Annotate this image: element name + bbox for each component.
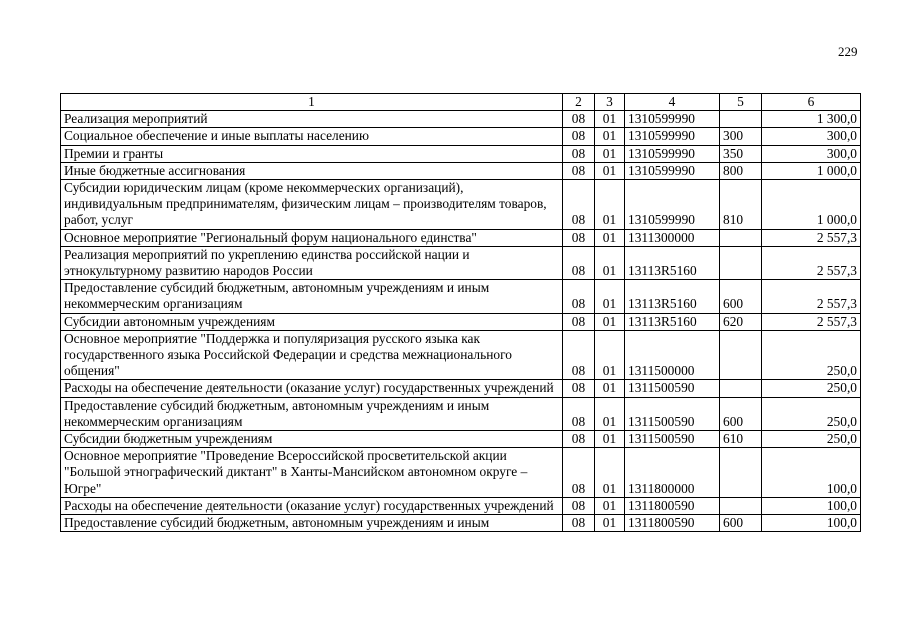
row-name-cell: Субсидии автономным учреждениям (61, 313, 563, 330)
table-row (61, 246, 861, 279)
row-section-cell: 08 (563, 128, 595, 145)
column-header-name: 1 (61, 94, 563, 111)
table-row (61, 111, 861, 128)
row-name-cell: Расходы на обеспечение деятельности (оказание услуг) государственных учреждений (61, 380, 563, 397)
row-section-cell: 08 (563, 180, 595, 230)
row-subsection-cell: 01 (595, 330, 625, 380)
column-header-subsection: 3 (595, 94, 625, 111)
row-expense-type-cell: 600 (720, 397, 762, 430)
row-amount-cell: 250,0 (762, 380, 861, 397)
row-target-article-cell: 13113R5160 (625, 280, 720, 313)
row-name-cell: Основное мероприятие "Региональный форум национального единства" (61, 229, 563, 246)
row-target-article-cell: 1311500590 (625, 380, 720, 397)
row-subsection-cell: 01 (595, 431, 625, 448)
row-subsection-cell: 01 (595, 145, 625, 162)
row-amount-cell: 100,0 (762, 497, 861, 514)
row-name-cell: Основное мероприятие "Поддержка и популяризация русского языка как государственного языка Российской Федерации и средства межнационального общения" (61, 330, 563, 380)
row-amount-cell: 250,0 (762, 330, 861, 380)
table-row (61, 431, 861, 448)
table-row (61, 330, 861, 380)
row-expense-type-cell (720, 330, 762, 380)
row-amount-cell: 2 557,3 (762, 246, 861, 279)
row-amount-cell: 2 557,3 (762, 229, 861, 246)
row-subsection-cell: 01 (595, 448, 625, 498)
row-amount-cell: 100,0 (762, 448, 861, 498)
row-target-article-cell: 1310599990 (625, 180, 720, 230)
table-row (61, 397, 861, 430)
row-expense-type-cell: 350 (720, 145, 762, 162)
row-name-cell: Реализация мероприятий по укреплению единства российской нации и этнокультурному развитию народов России (61, 246, 563, 279)
row-name-cell: Иные бюджетные ассигнования (61, 162, 563, 179)
row-expense-type-cell (720, 111, 762, 128)
table-row (61, 280, 861, 313)
table-row (61, 448, 861, 498)
column-header-target-article: 4 (625, 94, 720, 111)
row-target-article-cell: 1310599990 (625, 128, 720, 145)
row-name-cell: Основное мероприятие "Проведение Всероссийской просветительской акции "Большой этнографический диктант" в Ханты-Мансийском автономном округе – Югре" (61, 448, 563, 498)
row-subsection-cell: 01 (595, 246, 625, 279)
row-name-cell: Предоставление субсидий бюджетным, автономным учреждениям и иным (61, 515, 563, 532)
row-section-cell: 08 (563, 313, 595, 330)
row-amount-cell: 2 557,3 (762, 313, 861, 330)
row-amount-cell: 1 300,0 (762, 111, 861, 128)
row-target-article-cell: 1311300000 (625, 229, 720, 246)
row-section-cell: 08 (563, 280, 595, 313)
row-expense-type-cell (720, 497, 762, 514)
column-header-expense-type: 5 (720, 94, 762, 111)
row-subsection-cell: 01 (595, 397, 625, 430)
row-name-cell: Предоставление субсидий бюджетным, автономным учреждениям и иным некоммерческим организациям (61, 397, 563, 430)
table-row (61, 180, 861, 230)
row-target-article-cell: 1311800000 (625, 448, 720, 498)
row-subsection-cell: 01 (595, 111, 625, 128)
row-section-cell: 08 (563, 431, 595, 448)
row-expense-type-cell: 300 (720, 128, 762, 145)
table-row (61, 313, 861, 330)
row-section-cell: 08 (563, 229, 595, 246)
row-target-article-cell: 1310599990 (625, 162, 720, 179)
page-number: 229 (838, 44, 858, 59)
budget-table (60, 93, 861, 532)
row-subsection-cell: 01 (595, 380, 625, 397)
table-row (61, 145, 861, 162)
row-name-cell: Субсидии юридическим лицам (кроме некоммерческих организаций), индивидуальным предпринимателям, физическим лицам – производителям товаров, работ, услуг (61, 180, 563, 230)
row-section-cell: 08 (563, 145, 595, 162)
row-name-cell: Расходы на обеспечение деятельности (оказание услуг) государственных учреждений (61, 497, 563, 514)
row-target-article-cell: 1311500590 (625, 397, 720, 430)
row-section-cell: 08 (563, 515, 595, 532)
table-row (61, 162, 861, 179)
row-expense-type-cell: 600 (720, 280, 762, 313)
row-expense-type-cell: 810 (720, 180, 762, 230)
row-section-cell: 08 (563, 448, 595, 498)
row-name-cell: Предоставление субсидий бюджетным, автономным учреждениям и иным некоммерческим организациям (61, 280, 563, 313)
row-name-cell: Реализация мероприятий (61, 111, 563, 128)
row-amount-cell: 250,0 (762, 397, 861, 430)
row-amount-cell: 300,0 (762, 128, 861, 145)
row-subsection-cell: 01 (595, 180, 625, 230)
row-amount-cell: 1 000,0 (762, 162, 861, 179)
row-subsection-cell: 01 (595, 497, 625, 514)
row-target-article-cell: 13113R5160 (625, 246, 720, 279)
row-expense-type-cell (720, 229, 762, 246)
row-subsection-cell: 01 (595, 162, 625, 179)
table-row (61, 380, 861, 397)
row-subsection-cell: 01 (595, 313, 625, 330)
table-row (61, 497, 861, 514)
row-expense-type-cell (720, 448, 762, 498)
row-section-cell: 08 (563, 246, 595, 279)
row-name-cell: Социальное обеспечение и иные выплаты населению (61, 128, 563, 145)
row-expense-type-cell: 610 (720, 431, 762, 448)
table-header-row (61, 94, 861, 111)
row-section-cell: 08 (563, 497, 595, 514)
table-row (61, 229, 861, 246)
column-header-section: 2 (563, 94, 595, 111)
row-target-article-cell: 1311800590 (625, 497, 720, 514)
row-expense-type-cell (720, 246, 762, 279)
row-target-article-cell: 1310599990 (625, 145, 720, 162)
row-target-article-cell: 1311500590 (625, 431, 720, 448)
row-amount-cell: 100,0 (762, 515, 861, 532)
row-amount-cell: 1 000,0 (762, 180, 861, 230)
row-target-article-cell: 13113R5160 (625, 313, 720, 330)
row-amount-cell: 300,0 (762, 145, 861, 162)
row-section-cell: 08 (563, 330, 595, 380)
row-target-article-cell: 1310599990 (625, 111, 720, 128)
row-subsection-cell: 01 (595, 515, 625, 532)
row-expense-type-cell: 620 (720, 313, 762, 330)
row-expense-type-cell: 600 (720, 515, 762, 532)
row-expense-type-cell (720, 380, 762, 397)
row-section-cell: 08 (563, 162, 595, 179)
row-amount-cell: 250,0 (762, 431, 861, 448)
row-amount-cell: 2 557,3 (762, 280, 861, 313)
row-subsection-cell: 01 (595, 280, 625, 313)
row-name-cell: Премии и гранты (61, 145, 563, 162)
row-section-cell: 08 (563, 111, 595, 128)
column-header-amount: 6 (762, 94, 861, 111)
row-section-cell: 08 (563, 380, 595, 397)
row-subsection-cell: 01 (595, 128, 625, 145)
row-name-cell: Субсидии бюджетным учреждениям (61, 431, 563, 448)
row-target-article-cell: 1311800590 (625, 515, 720, 532)
table-row (61, 128, 861, 145)
row-section-cell: 08 (563, 397, 595, 430)
row-subsection-cell: 01 (595, 229, 625, 246)
row-target-article-cell: 1311500000 (625, 330, 720, 380)
table-row (61, 515, 861, 532)
row-expense-type-cell: 800 (720, 162, 762, 179)
